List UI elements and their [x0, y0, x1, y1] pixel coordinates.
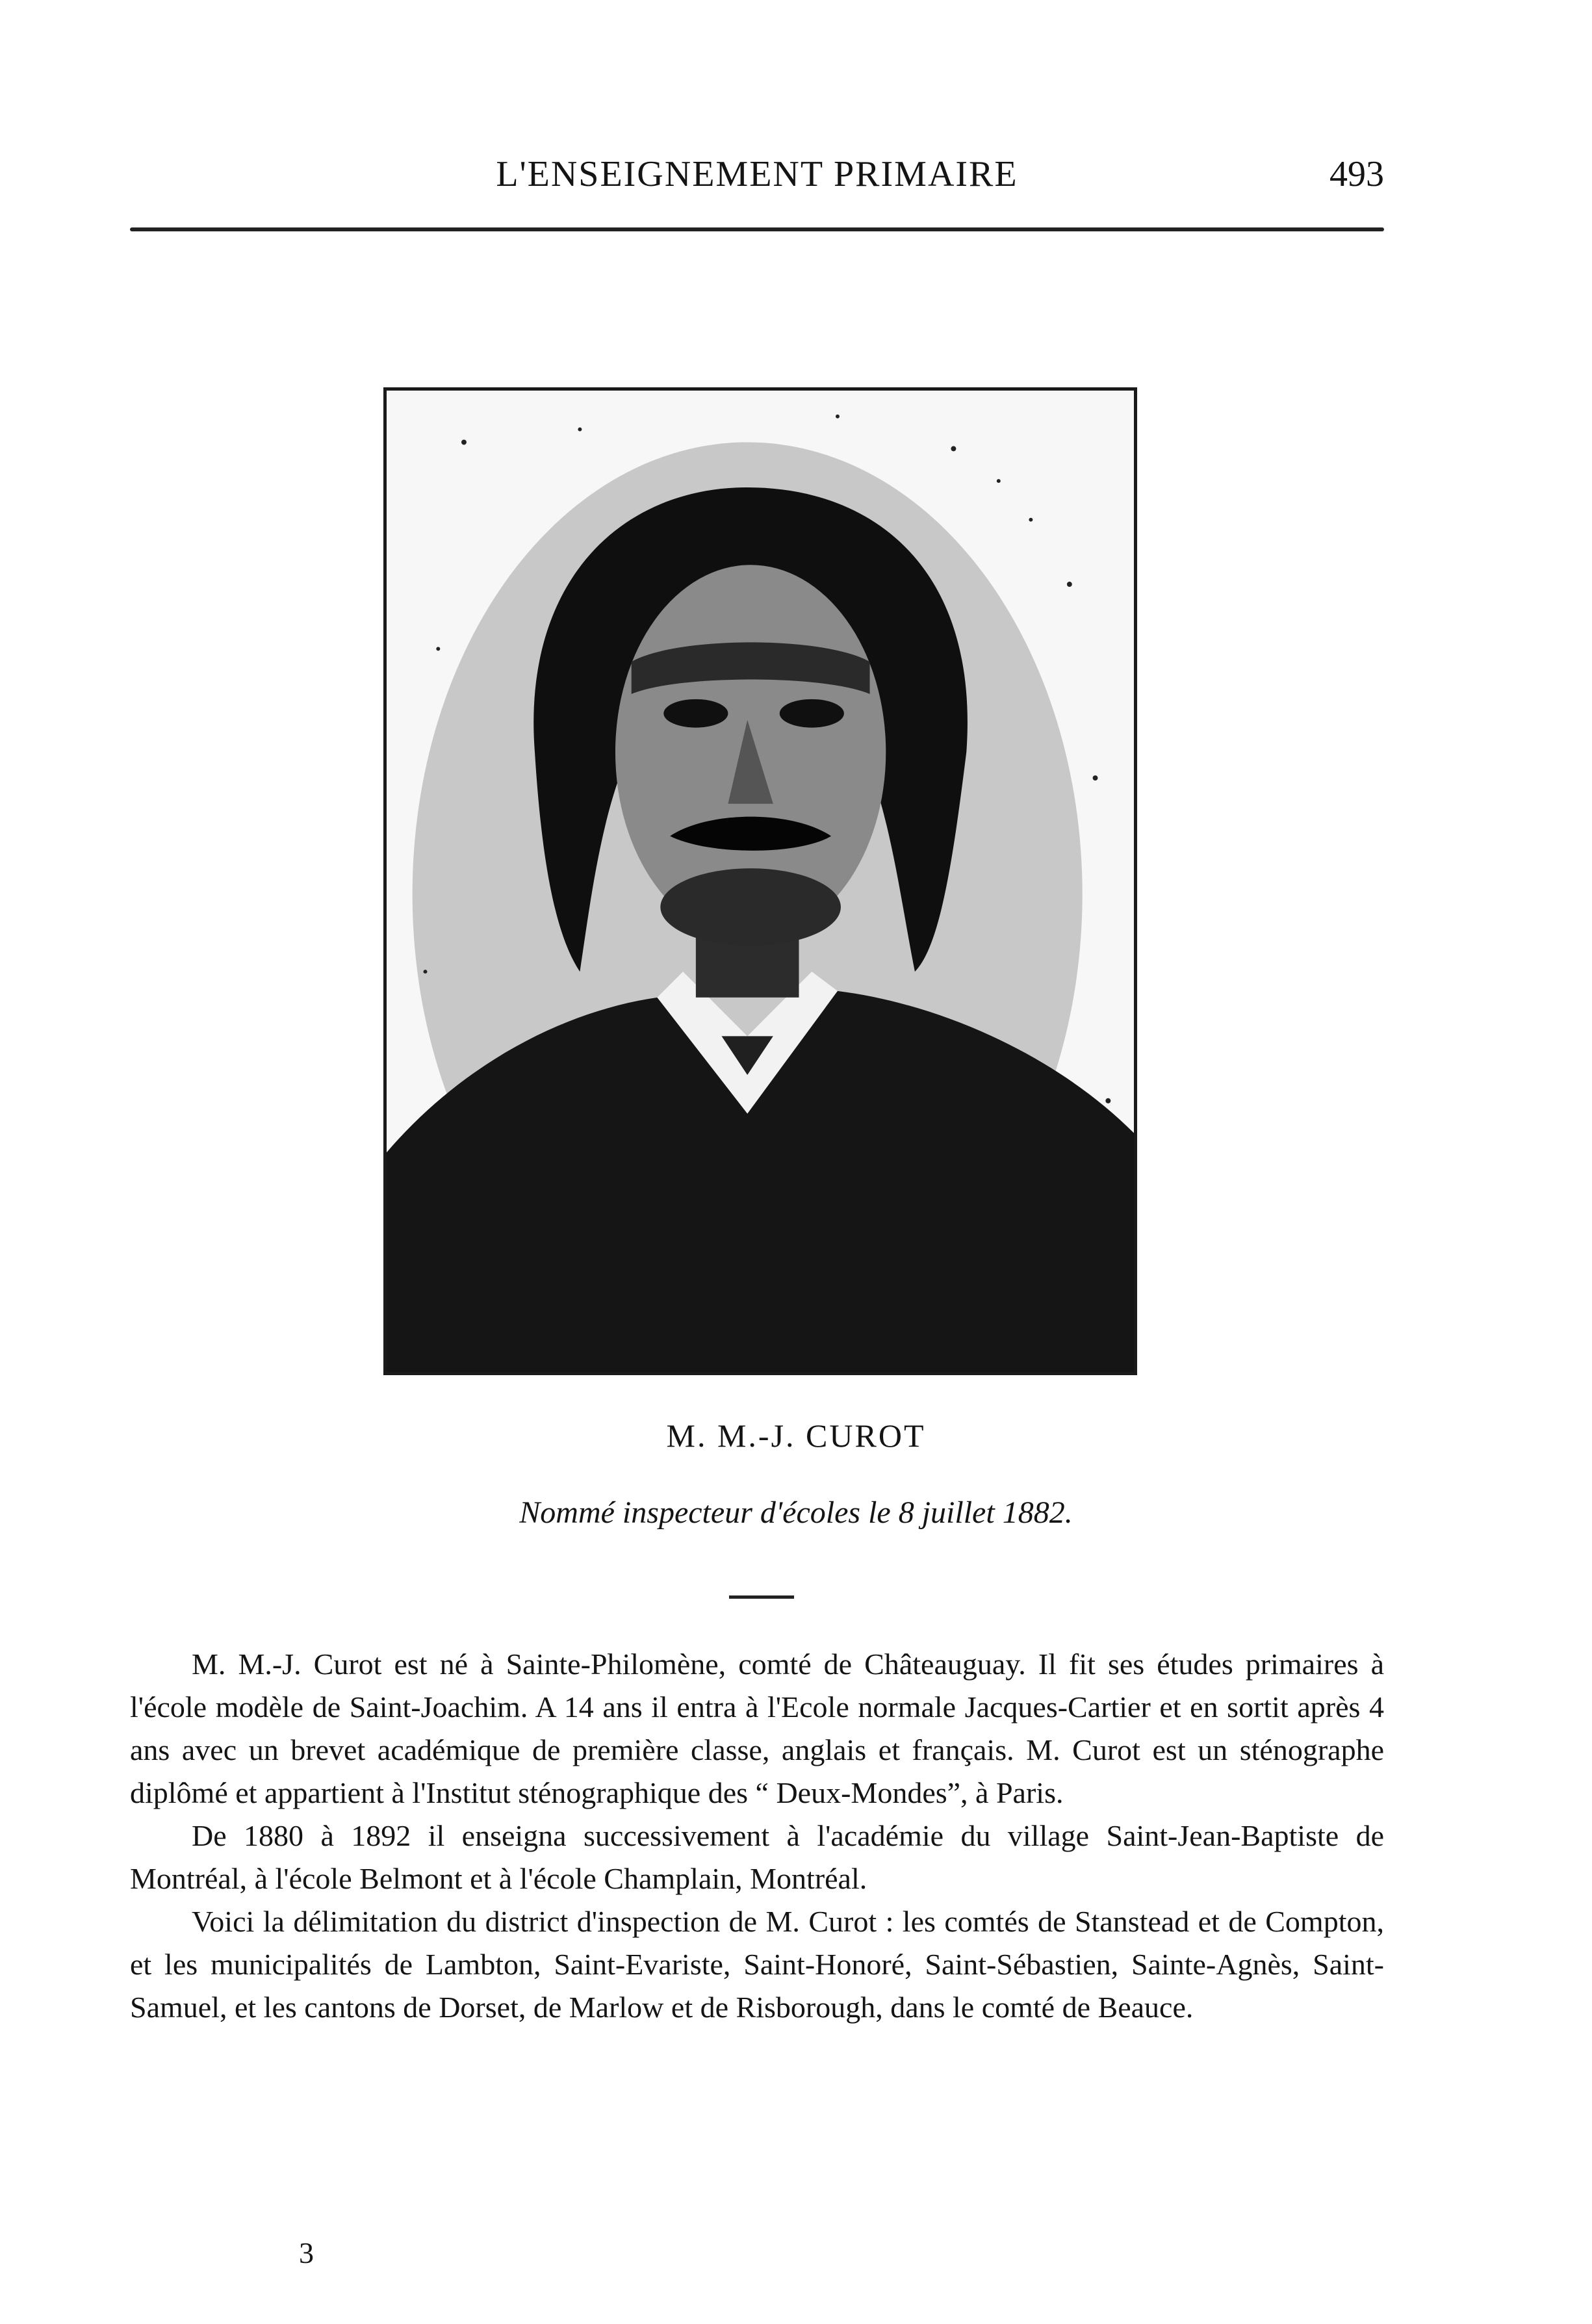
portrait-illustration — [387, 391, 1134, 1372]
paragraph-teaching-career: De 1880 à 1892 il enseigna successivement à l'académie du village Saint-Jean-Baptiste de Montréal, à l'école Belmont et à l'école Champlain, Montréal. — [130, 1819, 1384, 1895]
running-title: L'ENSEIGNEMENT PRIMAIRE — [496, 154, 1018, 194]
paragraph-birth-education: M. M.-J. Curot est né à Sainte-Philomène, comté de Châteauguay. Il fit ses études primaires à l'école modèle de Saint-Joachim. A 14 ans il entra à l'Ecole normale Jacques-Cartier et en sortit après 4 ans avec un brevet académique de première classe, anglais et français. M. Curot est un sténographe diplômé et appartient à l'Institut sténographique des “ Deux-Mondes”, à Paris. — [130, 1647, 1384, 1809]
paragraph-inspection-district: Voici la délimitation du district d'inspection de M. Curot : les comtés de Stanstead et de Compton, et les municipalités de Lambton, Saint-Evariste, Saint-Honoré, Saint-Sébastien, Sainte-Agnès, Saint-Samuel, et les cantons de Dorset, de Marlow et de Risborough, dans le comté de Beauce. — [130, 1905, 1384, 2024]
header-rule — [130, 227, 1384, 231]
page-number: 493 — [1329, 154, 1384, 194]
biography-text — [130, 1643, 1384, 2029]
signature-mark: 3 — [299, 2236, 314, 2269]
running-head — [130, 148, 1384, 200]
portrait-photograph — [383, 387, 1137, 1375]
caption-divider — [729, 1595, 794, 1599]
portrait-caption-name: M. M.-J. CUROT — [666, 1417, 926, 1454]
portrait-caption-subtitle: Nommé inspecteur d'écoles le 8 juillet 1882. — [519, 1495, 1073, 1530]
